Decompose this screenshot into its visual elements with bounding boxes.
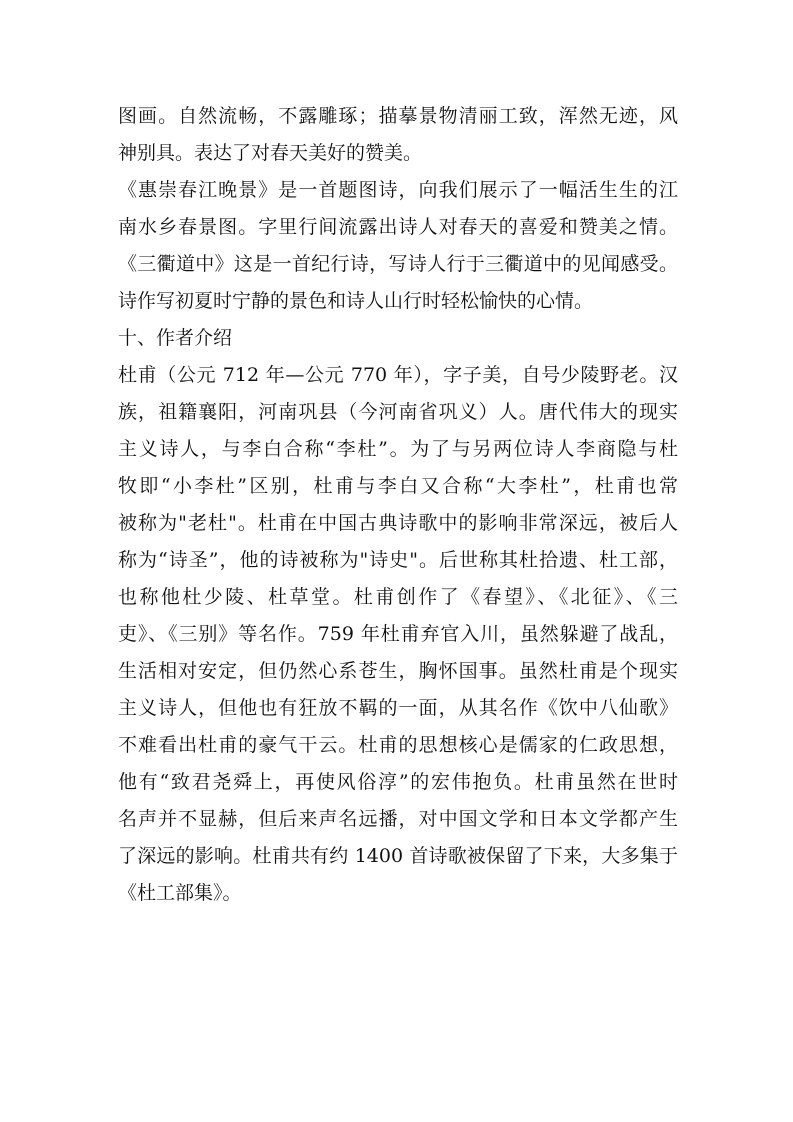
text-line: 主义诗人，与李白合称“李杜”。为了与另两位诗人李商隐与杜	[118, 438, 678, 460]
document-body	[118, 98, 678, 912]
text-line: 诗作写初夏时宁静的景色和诗人山行时轻松愉快的心情。	[118, 290, 594, 312]
text-line: 也称他杜少陵、杜草堂。杜甫创作了《春望》、《北征》、《三	[118, 586, 678, 608]
text-line: 主义诗人，但他也有狂放不羁的一面，从其名作《饮中八仙歌》	[118, 697, 678, 719]
text-line: 图画。自然流畅，不露雕琢；描摹景物清丽工致，浑然无迹，风	[118, 105, 678, 127]
text-line: 不难看出杜甫的豪气干云。杜甫的思想核心是儒家的仁政思想，	[118, 734, 678, 756]
text-line: 牧即“小李杜”区别，杜甫与李白又合称“大李杜”，杜甫也常	[118, 475, 678, 497]
text-line: 南水乡春景图。字里行间流露出诗人对春天的喜爱和赞美之情。	[118, 216, 678, 238]
text-line: 《惠崇春江晚景》是一首题图诗，向我们展示了一幅活生生的江	[118, 179, 678, 201]
text-line: 杜甫（公元 712 年—公元 770 年），字子美，自号少陵野老。汉	[118, 364, 678, 386]
section-heading: 十、作者介绍	[118, 327, 233, 349]
text-line: 吏》、《三别》等名作。759 年杜甫弃官入川，虽然躲避了战乱，	[118, 623, 678, 645]
text-line: 名声并不显赫，但后来声名远播，对中国文学和日本文学都产生	[118, 808, 678, 830]
text-line: 被称为"老杜"。杜甫在中国古典诗歌中的影响非常深远，被后人	[118, 512, 678, 534]
text-line: 族，祖籍襄阳，河南巩县（今河南省巩义）人。唐代伟大的现实	[118, 401, 678, 423]
text-line: 《三衢道中》这是一首纪行诗，写诗人行于三衢道中的见闻感受。	[118, 253, 678, 275]
text-line: 《杜工部集》。	[118, 882, 242, 904]
text-line: 神别具。表达了对春天美好的赞美。	[118, 142, 423, 164]
text-line: 他有“致君尧舜上，再使风俗淳”的宏伟抱负。杜甫虽然在世时	[118, 771, 678, 793]
text-line: 了深远的影响。杜甫共有约 1400 首诗歌被保留了下来，大多集于	[118, 845, 678, 867]
text-line: 称为“诗圣”，他的诗被称为"诗史"。后世称其杜拾遗、杜工部，	[118, 549, 678, 571]
text-line: 生活相对安定，但仍然心系苍生，胸怀国事。虽然杜甫是个现实	[118, 660, 678, 682]
